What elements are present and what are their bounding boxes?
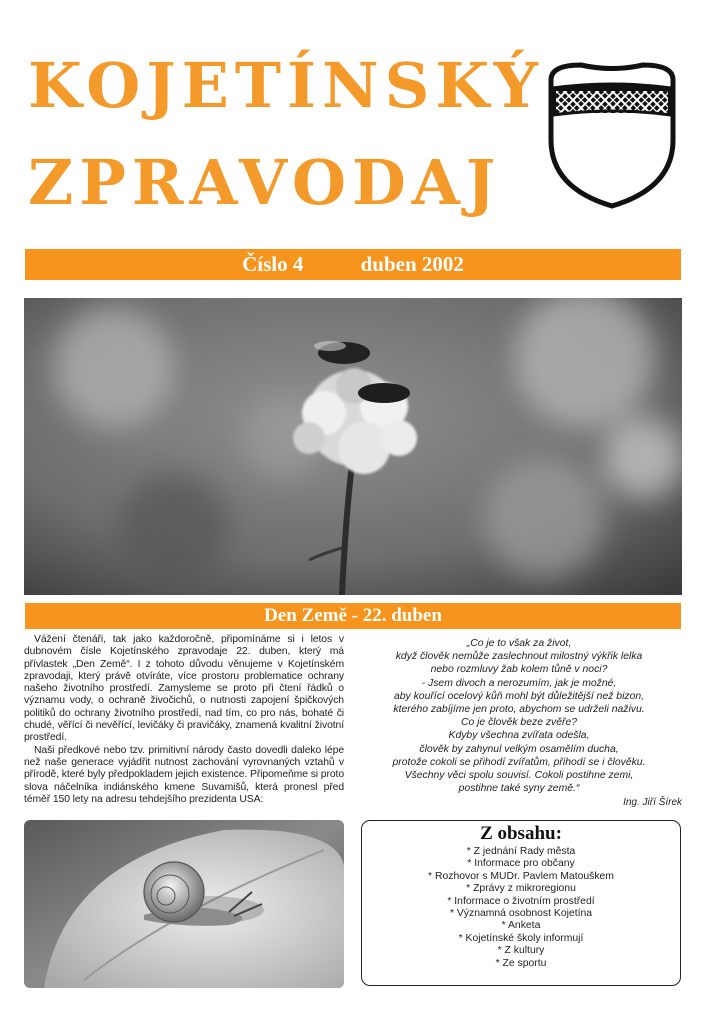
toc-list (362, 846, 680, 970)
quote-line: Kdyby všechna zvířata odešla, (448, 730, 590, 742)
issue-info-bar (25, 249, 681, 280)
article-body (24, 634, 344, 806)
toc-item: * Kojetínské školy informují (458, 932, 584, 944)
masthead-title-line1: KOJETÍNSKÝ (28, 49, 544, 122)
table-of-contents (361, 820, 681, 986)
toc-item: * Ze sportu (495, 957, 547, 969)
toc-item: * Rozhovor s MUDr. Pavlem Matouškem (428, 870, 614, 882)
toc-item: * Informace pro občany (467, 858, 575, 870)
toc-item: * Informace o životním prostředí (447, 895, 595, 907)
toc-item: * Z kultury (497, 945, 545, 957)
quote-line: Všechny věci spolu souvisí. Cokoli postihne zemi, (404, 770, 634, 782)
author-signature: Ing. Jiří Šírek (623, 797, 682, 808)
article-paragraph: Naši předkové nebo tzv. primitivní národy často dovedli daleko lépe než naše generace vyjádřit nutnost zachování vyrovnaných vztahů v přírodě, které byly předpokladem jejich existence. Připomeňme si proto slova náčelníka indiánského kmene Suvamišů, která pronesl před téměř 150 lety na adresu tehdejšího prezidenta USA: (24, 744, 344, 805)
toc-item: * Anketa (501, 920, 541, 932)
quote-line: protože cokoli se přihodí zvířatům, přihodí se i člověku. (392, 756, 646, 768)
quote-line: když člověk nemůže zaslechnout milostný výkřik lelka (395, 651, 643, 663)
quote-line: nebo rozmluvy žab kolem tůně v noci? (430, 664, 608, 676)
masthead-title-line2: ZPRAVODAJ (28, 146, 502, 219)
quote-line: „Co je to však za život, (466, 638, 572, 649)
article-title-bar: Den Země - 22. duben (25, 603, 681, 629)
town-crest-icon (541, 60, 683, 210)
quote-line: - Jsem divoch a nerozumím, jak je možné, (421, 677, 617, 689)
quote-line: postihne také syny země.“ (458, 783, 580, 795)
chief-quote (356, 637, 682, 795)
issue-date: duben 2002 (360, 252, 464, 276)
quote-line: člověk by zahynul velkým osamělím ducha, (419, 743, 619, 755)
toc-item: * Zprávy z mikroregionu (466, 883, 576, 895)
toc-item: * Významná osobnost Kojetína (449, 908, 593, 920)
toc-title: Z obsahu: (480, 823, 562, 844)
issue-number: Číslo 4 (242, 252, 304, 276)
quote-line: aby kouřící ocelový kůň mohl být důležitější než bizon, (393, 690, 645, 702)
toc-item: * Z jednání Rady města (466, 846, 576, 857)
clover-flower-photo (24, 298, 682, 595)
article-paragraph: Vážení čtenáři, tak jako každoročně, připomínáme si i letos v dubnovém čísle Kojetínského zpravodaje 22. duben, který má přívlastek „Den Země“. I z tohoto důvodu věnujeme v Kojetínském zpravodaji, který právě otvíráte, více prostoru problematice ochrany našeho životního prostředí. Zamysleme se proto při čtení řádků o významu vody, o ochraně živočichů, o nutnosti zapojení špičkových politiků do ochrany životního prostředí, nad tím, co pro nás, bohaté či chudé, věřící či nevěřící, levičáky či pravičáky, znamená kvalitní životní prostředí. (24, 634, 344, 744)
quote-line: kterého zabíjíme jen proto, abychom se udrželi naživu. (393, 704, 645, 716)
quote-line: Co je člověk beze zvěře? (460, 717, 578, 729)
snail-on-leaf-photo (24, 820, 344, 988)
